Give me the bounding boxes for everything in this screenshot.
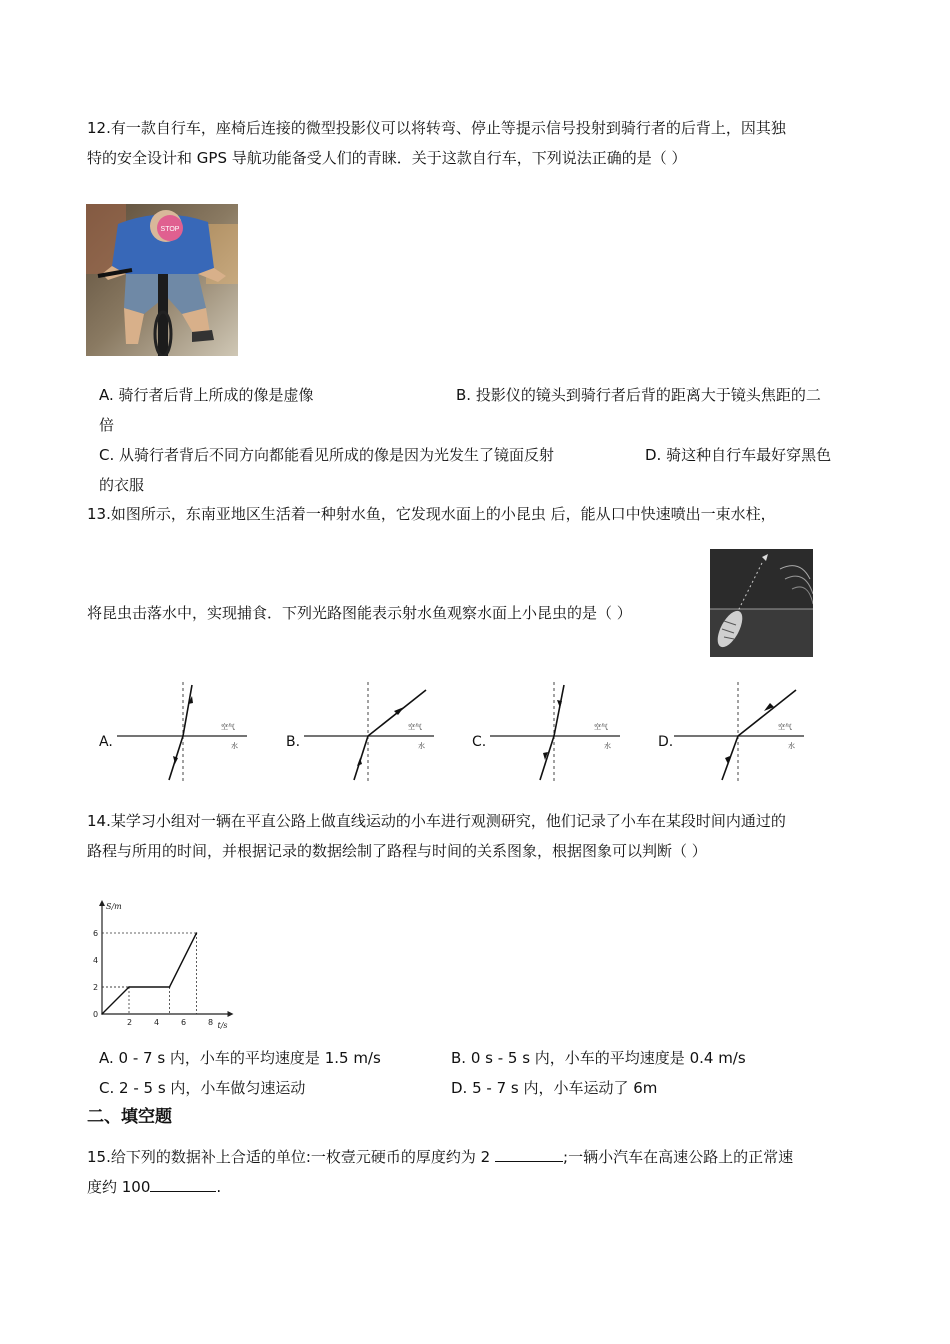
data-point <box>101 1013 103 1015</box>
series-line <box>102 933 197 1014</box>
air-label-d: 空气 <box>778 723 792 731</box>
q13-label-d: D. <box>658 734 674 750</box>
q12-option-d: D. 骑这种自行车最好穿黑色 <box>645 446 832 464</box>
x-tick-label: 4 <box>154 1018 160 1027</box>
q12-option-d-cont: 的衣服 <box>99 476 145 494</box>
q15-line1-start: 15.给下列的数据补上合适的单位:一枚壹元硬币的厚度约为 2 <box>87 1148 491 1166</box>
q13-text-line2: 将昆虫击落水中，实现捕食．下列光路图能表示射水鱼观察水面上小昆虫的是（ ） <box>87 604 632 622</box>
y-tick-label: 4 <box>93 956 99 965</box>
q12-option-b-cont: 倍 <box>99 416 115 434</box>
q13-label-b: B. <box>286 734 301 750</box>
q14-text-line1: 14.某学习小组对一辆在平直公路上做直线运动的小车进行观测研究，他们记录了小车在某段时间内通过的 <box>87 812 786 830</box>
water-label-c: 水 <box>604 742 611 750</box>
q14-option-c: C. 2 - 5 s 内，小车做匀速运动 <box>99 1079 306 1097</box>
q13-diagram-c <box>490 682 625 784</box>
x-tick-label: 8 <box>208 1018 214 1027</box>
q12-option-a: A. 骑行者后背上所成的像是虚像 <box>99 386 314 404</box>
q15-blank-2[interactable] <box>150 1175 216 1192</box>
q12-text-line2: 特的安全设计和 GPS 导航功能备受人们的青睐．关于这款自行车，下列说法正确的是（ ） <box>87 149 687 167</box>
q13-diagram-b <box>304 682 439 784</box>
y-tick-label: 6 <box>93 929 99 938</box>
q15-line1-end: ;一辆小汽车在高速公路上的正常速 <box>563 1148 794 1166</box>
q15-line2 <box>87 1172 221 1202</box>
q12-text-line1: 12.有一款自行车，座椅后连接的微型投影仪可以将转弯、停止等提示信号投射到骑行者的后背上，因其独 <box>87 119 786 137</box>
water-label-d: 水 <box>788 742 795 750</box>
q14-option-d: D. 5 - 7 s 内，小车运动了 6m <box>451 1079 658 1097</box>
q13-diagram-a <box>117 682 252 784</box>
y-tick-label: 0 <box>93 1010 99 1019</box>
distance-time-chart <box>84 890 254 1032</box>
q13-label-a: A. <box>99 734 113 750</box>
air-label-c: 空气 <box>594 723 608 731</box>
x-tick-label: 2 <box>127 1018 133 1027</box>
q14-option-b: B. 0 s - 5 s 内，小车的平均速度是 0.4 m/s <box>451 1049 746 1067</box>
x-axis-arrow <box>228 1011 234 1017</box>
y-tick-label: 2 <box>93 983 99 992</box>
q13-diagram-d <box>674 682 809 784</box>
q14-text-line2: 路程与所用的时间，并根据记录的数据绘制了路程与时间的关系图象，根据图象可以判断（ ） <box>87 842 707 860</box>
data-point <box>196 932 198 934</box>
q15-line2-end: . <box>216 1178 222 1196</box>
q12-option-c: C. 从骑行者背后不同方向都能看见所成的像是因为光发生了镜面反射 <box>99 446 555 464</box>
y-axis-label: S/m <box>106 902 122 911</box>
y-axis-arrow <box>99 900 105 906</box>
q14-option-a: A. 0 - 7 s 内，小车的平均速度是 1.5 m/s <box>99 1049 381 1067</box>
q13-label-c: C. <box>472 734 487 750</box>
stop-sign-text: STOP <box>160 226 180 233</box>
q15-line1 <box>87 1142 793 1172</box>
archerfish-photo <box>710 549 813 657</box>
q12-option-b: B. 投影仪的镜头到骑行者后背的距离大于镜头焦距的二 <box>456 386 821 404</box>
air-label-a: 空气 <box>221 723 235 731</box>
q13-text-line1: 13.如图所示，东南亚地区生活着一种射水鱼，它发现水面上的小昆虫 后，能从口中快速喷出一束水柱， <box>87 505 776 523</box>
data-point <box>169 986 171 988</box>
section-heading: 二、填空题 <box>87 1107 172 1127</box>
q15-blank-1[interactable] <box>495 1145 563 1162</box>
x-tick-label: 6 <box>181 1018 187 1027</box>
data-point <box>128 986 130 988</box>
air-label-b: 空气 <box>408 723 422 731</box>
q15-line2-start: 度约 100 <box>87 1178 151 1196</box>
bicycle-photo <box>86 204 238 356</box>
x-axis-label: t/s <box>217 1021 228 1030</box>
water-label-b: 水 <box>418 742 425 750</box>
water-label-a: 水 <box>231 742 238 750</box>
